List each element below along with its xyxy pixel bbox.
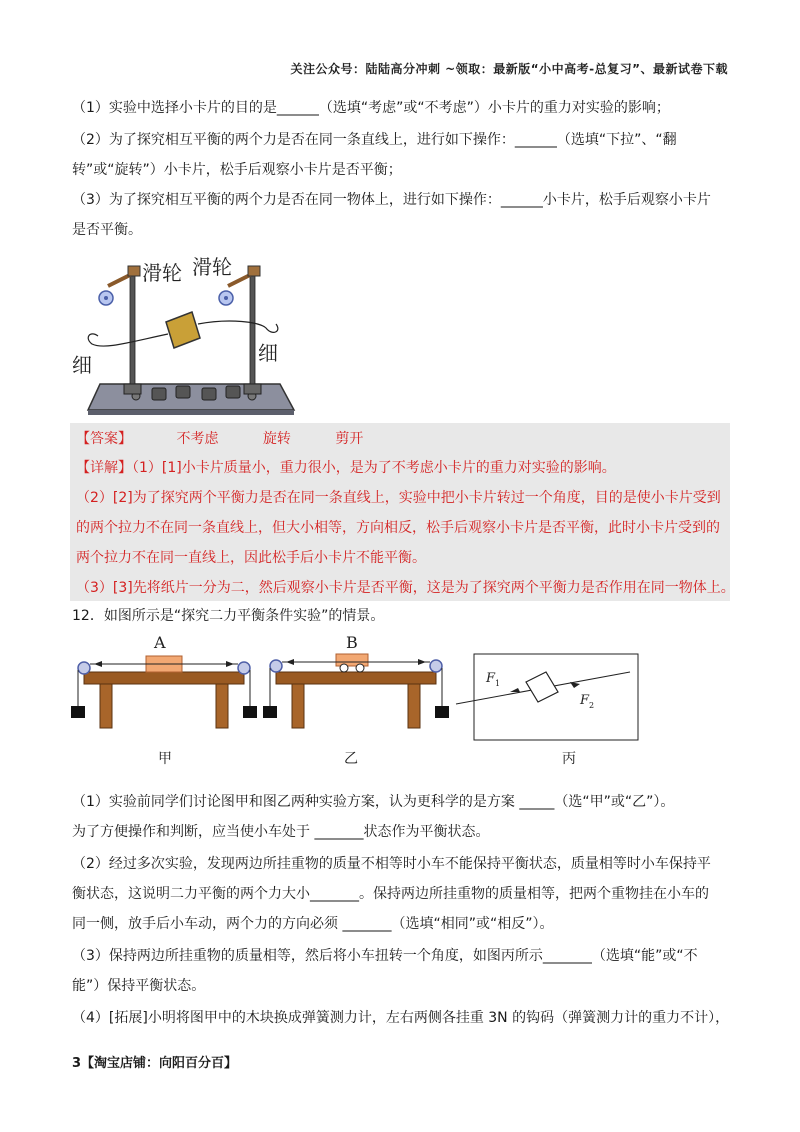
q12-part2-line1: （2）经过多次实验，发现两边所挂重物的质量不相等时小车不能保持平衡状态，质量相等时小车保持平 (72, 856, 711, 872)
answer-tag: 【答案】 (76, 431, 132, 447)
table-top-yi (276, 672, 436, 684)
weight-left (263, 706, 277, 718)
q12-part1-line1: （1）实验前同学们讨论图甲和图乙两种实验方案，认为更科学的是方案 _____（选“甲”或“乙”）。 (72, 794, 675, 810)
caption-bing: 丙 (562, 751, 576, 767)
q11-part3-line2: 是否平衡。 (72, 222, 142, 238)
frame-bing (474, 654, 638, 740)
q12-part3-line2: 能”）保持平衡状态。 (72, 978, 206, 994)
answer-line (76, 427, 363, 451)
caption-yi: 乙 (344, 751, 358, 767)
weight-right (435, 706, 449, 718)
small-card (166, 312, 200, 348)
force-f1-label: F (486, 671, 496, 686)
stand-base-edge (88, 410, 294, 415)
stand-base (88, 384, 294, 410)
figure-jia (70, 632, 260, 732)
pulley-icon (430, 660, 442, 672)
q12-part1-line2: 为了方便操作和判断，应当使小车处于 _______状态作为平衡状态。 (72, 824, 490, 840)
answer-item-2: 旋转 (262, 431, 291, 447)
page-header: 关注公众号：陆陆高分冲刺 ~领取：最新版“小中高考-总复习”、最新试卷下载 (290, 62, 728, 76)
q12-intro: 12．如图所示是“探究二力平衡条件实验”的情景。 (72, 608, 385, 624)
detail-line-1 (76, 456, 616, 480)
cart-body (336, 654, 368, 666)
caption-jia: 甲 (158, 751, 172, 767)
detail-part2-line1: （2）[2]为了探究两个平衡力是否在同一条直线上，实验中把小卡片转过一个角度，目的是使小卡片受到 (76, 490, 721, 506)
wheel-icon (356, 664, 364, 672)
weight-left (71, 706, 85, 718)
right-post (250, 274, 255, 390)
label-pulley-left: 滑轮 (142, 261, 182, 285)
weight-right (243, 706, 257, 718)
q11-part2-line1: （2）为了探究相互平衡的两个力是否在同一条直线上，进行如下操作：______（选填“下拉”、“翻 (72, 132, 677, 148)
force-f1-sub: 1 (495, 679, 501, 688)
q12-part2-line3: 同一侧，放手后小车动，两个力的方向必须 _______（选填“相同”或“相反”）。 (72, 916, 554, 932)
q11-part3-line1: （3）为了探究相互平衡的两个力是否在同一物体上，进行如下操作：______小卡片，松手后观察小卡片 (72, 192, 711, 208)
q11-part1: （1）实验中选择小卡片的目的是______（选填“考虑”或“不考虑”）小卡片的重力对实验的影响； (72, 100, 670, 116)
right-string (198, 321, 278, 332)
detail-part2-line2: 的两个拉力不在同一条直线上，但大小相等，方向相反，松手后观察小卡片是否平衡，此时小卡片受到的 (76, 520, 720, 536)
answer-item-3: 剪开 (335, 431, 364, 447)
q12-part2-line2: 衡状态，这说明二力平衡的两个力大小_______。保持两边所挂重物的质量相等，把两个重物挂在小车的 (72, 886, 709, 902)
label-b: B (346, 633, 358, 652)
pulley-card-figure (70, 252, 310, 417)
force-f2-sub: 2 (589, 701, 595, 710)
wheel-icon (340, 664, 348, 672)
detail-part3: （3）[3]先将纸片一分为二，然后观察小卡片是否平衡，这是为了探究两个平衡力是否作用在同一物体上。 (76, 580, 735, 596)
left-string (88, 334, 168, 346)
q12-part3-line1: （3）保持两边所挂重物的质量相等，然后将小车扭转一个角度，如图丙所示_______（选填“能”或“不 (72, 948, 698, 964)
page-footer: 3【淘宝店铺：向阳百分百】 (72, 1056, 238, 1071)
label-pulley-right: 滑轮 (192, 255, 232, 279)
pulley-icon (78, 662, 90, 674)
detail-tag: 【详解】 (76, 460, 132, 476)
pulley-icon (270, 660, 282, 672)
label-a: A (154, 633, 166, 652)
force-f2-label: F (580, 693, 590, 708)
left-post (130, 274, 135, 390)
table-top-jia (84, 672, 244, 684)
detail-part1: （1）[1]小卡片质量小，重力很小，是为了不考虑小卡片的重力对实验的影响。 (132, 460, 616, 476)
label-string-left: 细 (72, 353, 92, 377)
answer-item-1: 不考虑 (176, 431, 219, 447)
figure-yi (262, 632, 452, 732)
detail-part2-line3: 两个拉力不在同一直线上，因此松手后小卡片不能平衡。 (76, 550, 426, 566)
label-string-right: 细 (258, 341, 278, 365)
q12-part4: （4）[拓展]小明将图甲中的木块换成弹簧测力计，左右两侧各挂重 3N 的钩码（弹簧测力计的重力不计）， (72, 1010, 730, 1026)
figure-bing (452, 652, 642, 744)
pulley-icon (238, 662, 250, 674)
q11-part2-line2: 转”或“旋转”）小卡片，松手后观察小卡片是否平衡； (72, 162, 402, 178)
